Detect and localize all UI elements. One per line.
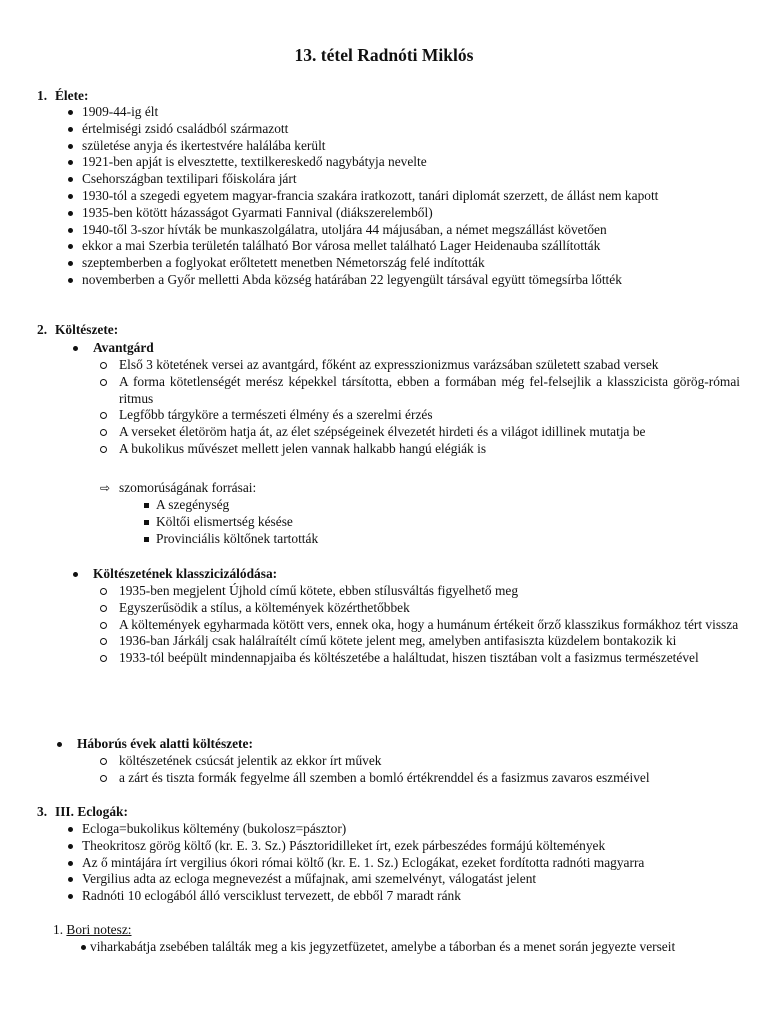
section-3-list (66, 821, 740, 905)
list-item: ekkor a mai Szerbia területén található Bor városa mellet található Lager Heidenauba szállították (66, 238, 740, 255)
page-title: 13. tétel Radnóti Miklós (294, 45, 474, 65)
list-item: születése anyja és ikertestvére halálába került (66, 138, 740, 155)
section-number: 1. (37, 88, 48, 103)
list-item: Legfőbb tárgyköre a természeti élmény és a szerelmi érzés (100, 407, 740, 424)
subheading-haborus: Háborús évek alatti költészete: (57, 736, 253, 753)
list-item: Költői elismertség késése (143, 514, 318, 531)
haborus-list (100, 753, 740, 787)
list-item: viharkabátja zsebében találták meg a kis jegyzetfüzetet, amelybe a táborban és a menet során jegyezte verseit (80, 939, 740, 956)
list-item: 1940-től 3-szor hívták be munkaszolgálatra, utoljára 44 májusában, a német megszállást követően (66, 222, 740, 239)
list-item: értelmiségi zsidó családból származott (66, 121, 740, 138)
list-item: 1935-ben megjelent Újhold című kötete, ebben stílusváltás figyelhető meg (100, 583, 740, 600)
list-item: Vergilius adta az ecloga megnevezést a műfajnak, ami szemelvényt, válogatást jelent (66, 871, 740, 888)
avantgard-list (100, 357, 740, 458)
list-item: a zárt és tiszta formák fegyelme áll szemben a bomló értékrenddel és a fasizmus zavaros eszméivel (100, 770, 740, 787)
section-2-heading (37, 322, 118, 339)
list-item: A verseket életöröm hatja át, az élet szépségeinek élvezetét hirdeti és a világot idillinek mutatja be (100, 424, 740, 441)
section-title: Élete: (55, 88, 89, 103)
list-item: Csehországban textilipari főiskolára járt (66, 171, 740, 188)
arrow-item (100, 480, 256, 497)
list-item: A bukolikus művészet mellett jelen vannak halkabb hangú elégiák is (100, 441, 740, 458)
subheading-avantgard: Avantgárd (73, 340, 154, 357)
arrow-right-icon: ⇨ (100, 481, 111, 495)
list-item: A forma kötetlenségét merész képekkel társította, ebben a formában még fel-felsejlik a klasszicista görög-római ritmus (100, 374, 740, 408)
list-item: Első 3 kötetének versei az avantgárd, főként az expresszionizmus varázsában született szabad versek (100, 357, 740, 374)
bori-number: 1. (53, 922, 64, 937)
sorrow-sources-list (143, 497, 318, 547)
list-item: 1930-tól a szegedi egyetem magyar-francia szakára iratkozott, tanári diplomát szerzett, de állást nem kapott (66, 188, 740, 205)
section-title: III. Eclogák: (55, 804, 128, 819)
list-item: költészetének csúcsát jelentik az ekkor írt művek (100, 753, 740, 770)
list-item: Az ő mintájára írt vergilius ókori római költő (kr. E. 1. Sz.) Eclogákat, ezeket fordította radnóti magyarra (66, 855, 740, 872)
section-1-heading (37, 88, 88, 105)
list-item: Theokritosz görög költő (kr. E. 3. Sz.) Pásztoridilleket írt, ezek párbeszédes formájú költemények (66, 838, 740, 855)
list-item: 1935-ben kötött házasságot Gyarmati Fannival (diákszerelemből) (66, 205, 740, 222)
bori-label: Bori notesz: (66, 922, 132, 937)
list-item: novemberben a Győr melletti Abda község határában 22 legyengült társával együtt tömegsírba lőtték (66, 272, 740, 289)
list-item: 1909-44-ig élt (66, 104, 740, 121)
list-item: 1933-tól beépült mindennapjaiba és költészetébe a haláltudat, hiszen tisztában volt a fasizmus természetével (100, 650, 740, 667)
list-item: A költemények egyharmada kötött vers, ennek oka, hogy a humánum értékeit őrző klasszikus formákhoz tért vissza (100, 617, 740, 634)
subheading-klasszicizalodas: Költészetének klasszicizálódása: (73, 566, 277, 583)
arrow-text: szomorúságának forrásai: (119, 480, 257, 495)
list-item: Radnóti 10 eclogából álló versciklust tervezett, de ebből 7 maradt ránk (66, 888, 740, 905)
section-number: 3. (37, 804, 48, 819)
klasszicizalodas-list (100, 583, 740, 667)
list-item: 1936-ban Járkálj csak halálraítélt című kötete jelent meg, amelyben antifasiszta küzdelem bontakozik ki (100, 633, 740, 650)
section-3-heading (37, 804, 128, 821)
list-item: 1921-ben apját is elvesztette, textilkereskedő nagybátyja nevelte (66, 154, 740, 171)
list-item: Provinciális költőnek tartották (143, 531, 318, 548)
list-item: Ecloga=bukolikus költemény (bukolosz=pásztor) (66, 821, 740, 838)
section-1-list (66, 104, 740, 289)
list-item: Egyszerűsödik a stílus, a költemények közérthetőbbek (100, 600, 740, 617)
bori-notesz-list (80, 939, 740, 956)
section-title: Költészete: (55, 322, 119, 337)
section-number: 2. (37, 322, 48, 337)
list-item: szeptemberben a foglyokat erőltetett menetben Németország felé indították (66, 255, 740, 272)
bori-notesz-heading (53, 922, 132, 939)
list-item: A szegénység (143, 497, 318, 514)
